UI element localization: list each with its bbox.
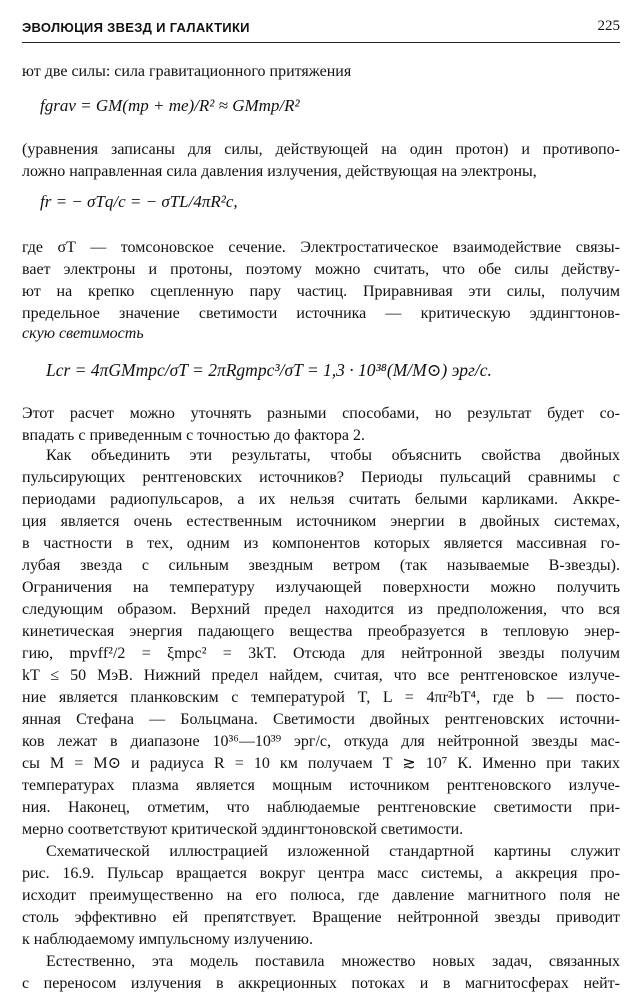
formula-l-cr: Lcr = 4πGMmpc/σT = 2πRgmpc³/σT = 1,3 · 10³⁸(M/M⊙) эрг/с. xyxy=(46,360,492,380)
text-line: янная Стефана — Больцмана. Светимости двойных рентгеновских источни- xyxy=(22,711,620,728)
text-line: ния. Наконец, отметим, что наблюдаемые рентгеновские светимости при- xyxy=(22,799,620,816)
text-line: температурах плазма является мощным источником рентгеновского излуче- xyxy=(22,777,620,794)
text-line: Этот расчет можно уточнять разными способами, но результат будет со- xyxy=(22,405,620,422)
text-line: пульсирующих рентгеновских источников? Периоды пульсаций сравнимы с xyxy=(22,469,620,486)
text-line: Схематической иллюстрацией изложенной стандартной картины служит xyxy=(46,843,620,860)
text-line: кинетическая энергия падающего вещества преобразуется в тепловую энер- xyxy=(22,623,620,640)
text-line: предельное значение светимости источника — критическую эддингтонов- xyxy=(22,305,620,322)
text-line: kT ≤ 50 МэВ. Нижний предел найдем, считая, что все рентгеновское излуче- xyxy=(22,667,620,684)
text-line: вает электроны и протоны, поэтому можно считать, что обе силы действу- xyxy=(22,261,620,278)
text-line: столь эффективно ей препятствует. Вращение нейтронной звезды приводит xyxy=(22,909,620,926)
text-line: к наблюдаемому импульсному излучению. xyxy=(22,931,313,948)
text-line: ция является очень естественным источником энергии в двойных системах, xyxy=(22,513,620,530)
text-line: гию, mpvff²/2 = ξmpc² = 3kT. Отсюда для нейтронной звезды получим xyxy=(22,645,620,662)
text-line: ние является планковским с температурой T, L = 4πr²bT⁴, где b — посто- xyxy=(22,689,620,706)
text-line: исходит преимущественно на его полюса, где давление магнитного поля не xyxy=(22,887,620,904)
text-line: сы M = M⊙ и радиуса R = 10 км получаем T ≳ 10⁷ К. Именно при таких xyxy=(22,755,620,772)
text-line: где σT — томсоновское сечение. Электростатическое взаимодействие связы- xyxy=(22,239,620,256)
text-line: следующим образом. Верхний предел находится из предположения, что вся xyxy=(22,601,620,618)
text-line: ют две силы: сила гравитационного притяжения xyxy=(22,63,352,80)
text-line: лубая звезда с сильным звездным ветром (так называемые B-звезды). xyxy=(22,557,620,574)
text-line: Ограничения на температуру излучающей поверхности можно получить xyxy=(22,579,620,596)
formula-f-r: fr = − σTq/c = − σTL/4πR²c, xyxy=(40,192,238,211)
text-line: мерно соответствуют критической эддингтоновской светимости. xyxy=(22,821,464,838)
text-line: в частности в тех, одним из компонентов которых является массивная го- xyxy=(22,535,620,552)
text-line: впадать с приведенным с точностью до фактора 2. xyxy=(22,427,366,444)
chapter-title: ЭВОЛЮЦИЯ ЗВЕЗД И ГАЛАКТИКИ xyxy=(22,20,250,35)
text-line: скую светимость xyxy=(22,325,144,342)
text-line: периодами радиопульсаров, а их нельзя считать белыми карликами. Аккре- xyxy=(22,491,620,508)
text-line: рис. 16.9. Пульсар вращается вокруг центра масс системы, а аккреция про- xyxy=(22,865,620,882)
text-line: ложно направленная сила давления излучения, действующая на электроны, xyxy=(22,163,537,180)
formula-f-grav: fgrav = GM(mp + me)/R² ≈ GMmp/R² xyxy=(40,96,300,115)
text-line: (уравнения записаны для силы, действующей на один протон) и противопо- xyxy=(22,141,620,158)
text-line: Как объединить эти результаты, чтобы объяснить свойства двойных xyxy=(46,447,620,464)
text-line: с переносом излучения в аккреционных потоках и в магнитосферах нейт- xyxy=(22,975,620,992)
page-number: 225 xyxy=(597,18,620,34)
text-line: ют на крепко сцепленную пару частиц. Приравнивая эти силы, получим xyxy=(22,283,620,300)
running-header xyxy=(22,18,620,43)
text-line: ков лежат в диапазоне 10³⁶—10³⁹ эрг/с, откуда для нейтронной звезды мас- xyxy=(22,733,620,750)
text-line: Естественно, эта модель поставила множество новых задач, связанных xyxy=(46,953,620,970)
